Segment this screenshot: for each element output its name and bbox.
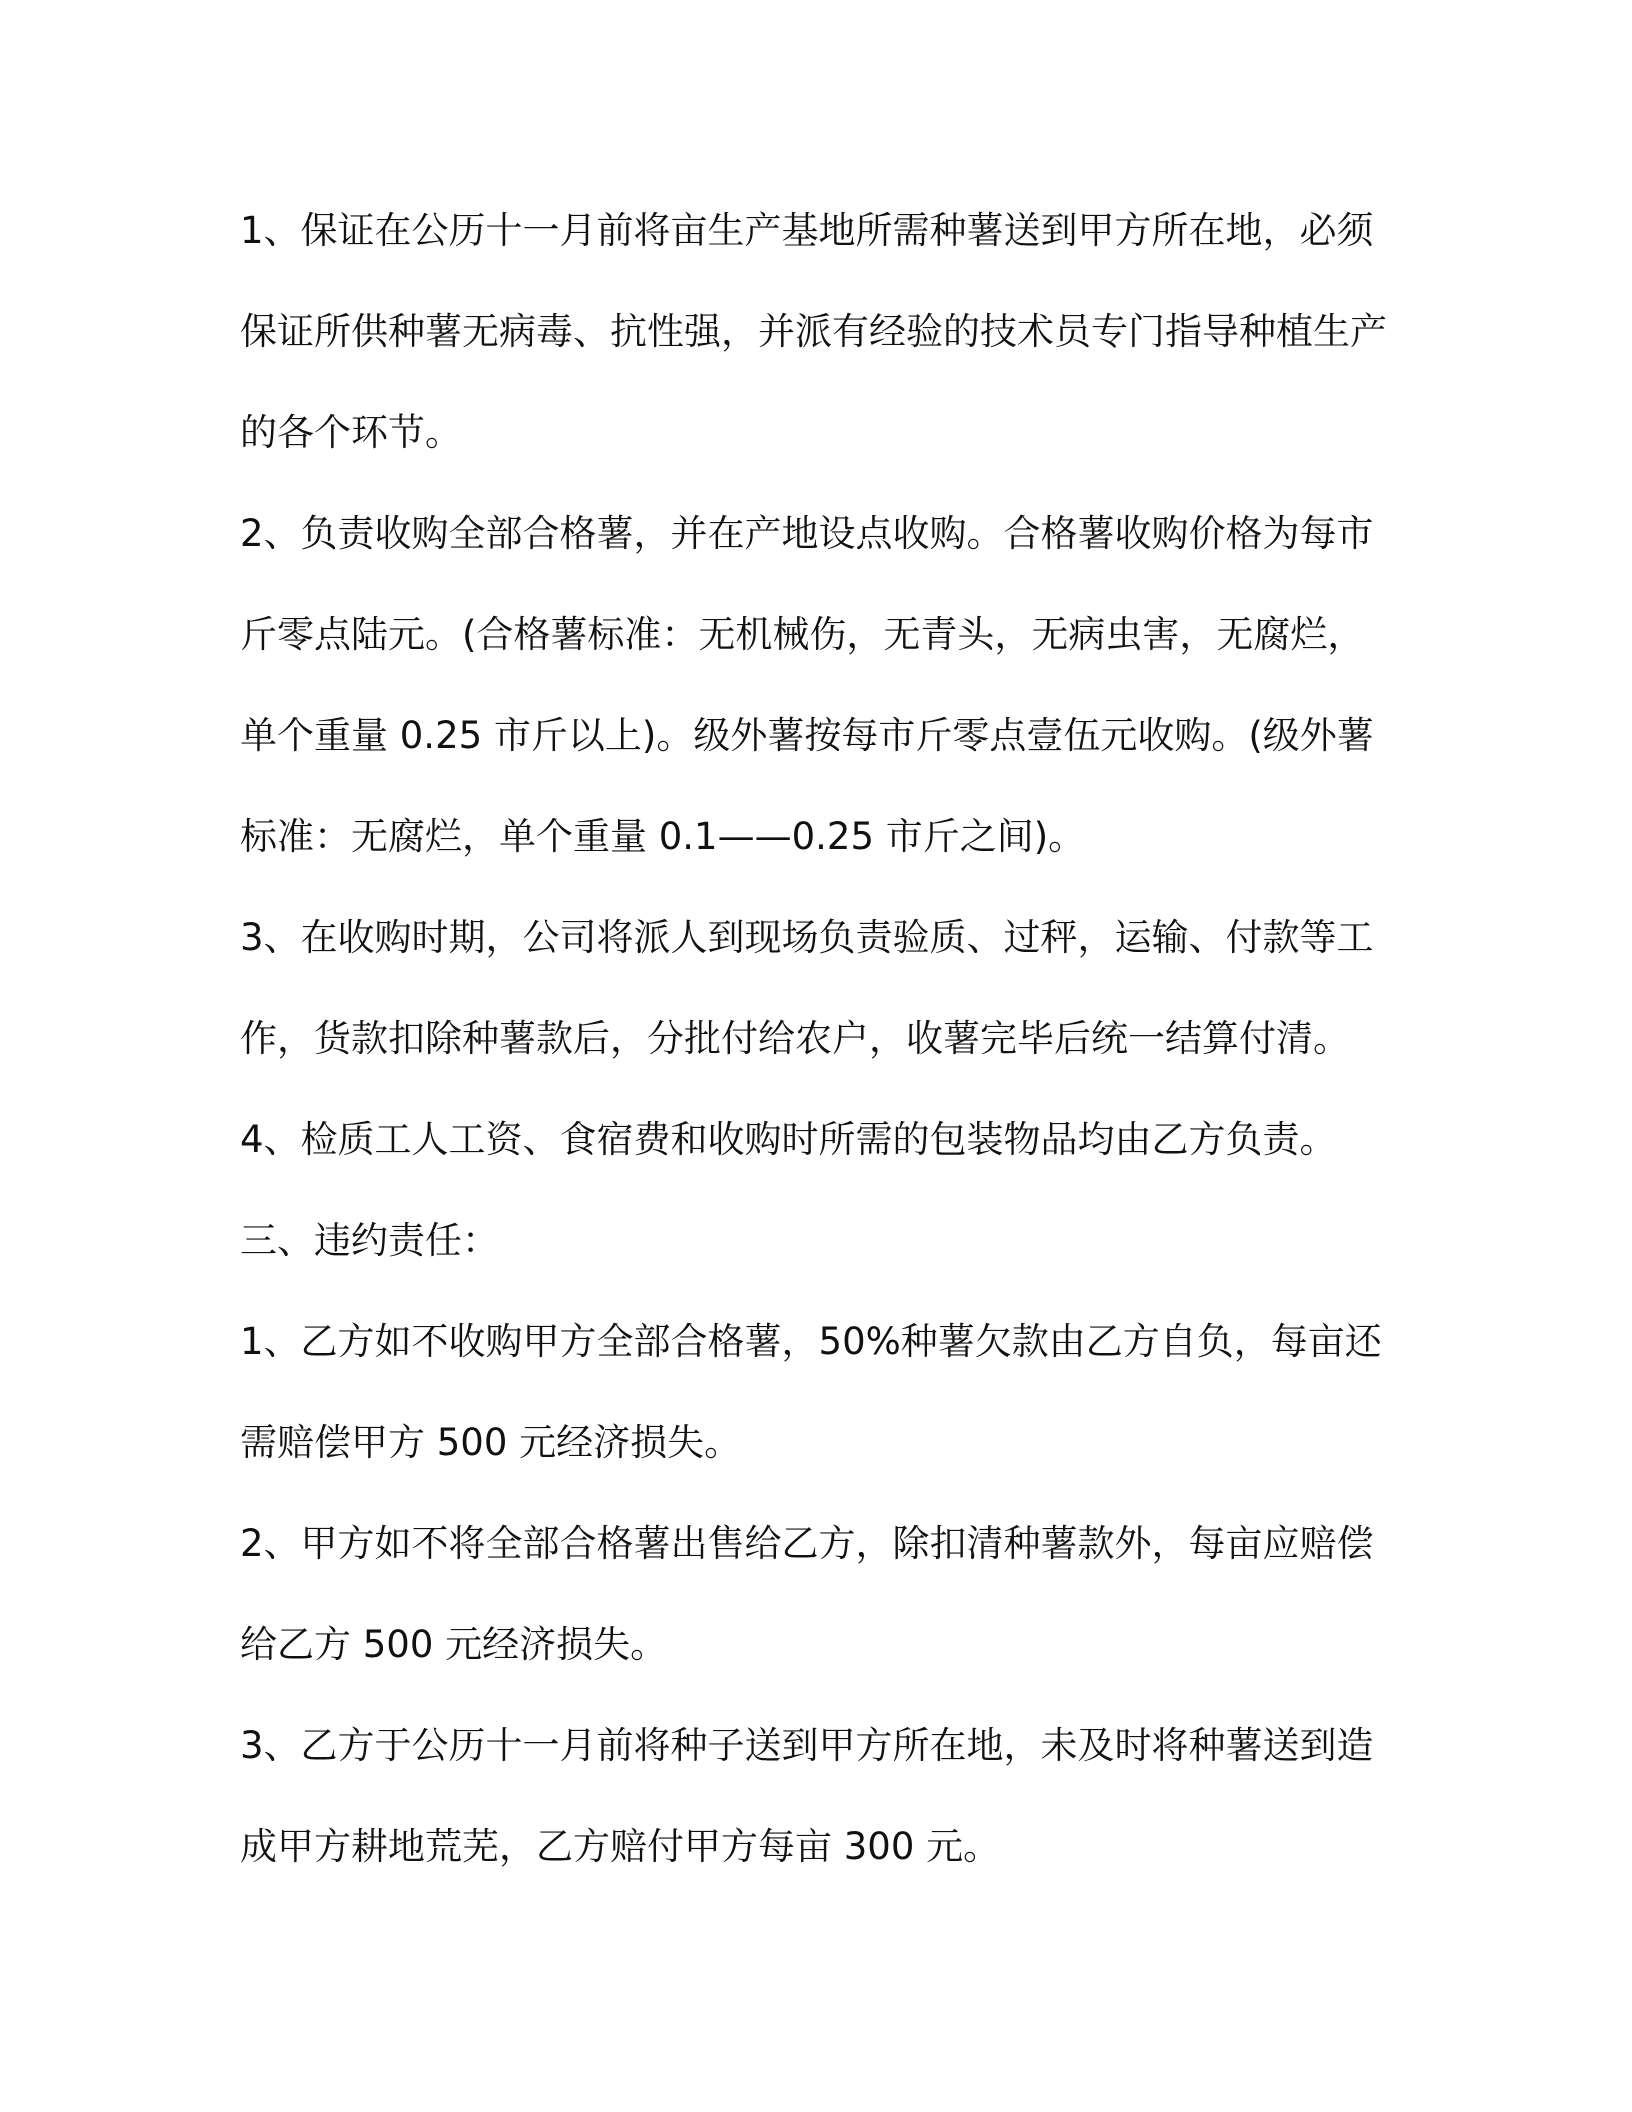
document-body — [240, 180, 1392, 1897]
section-heading-breach-liability: 三、违约责任： — [240, 1219, 499, 1262]
paragraph-inspection-costs: 4、检质工人工资、食宿费和收购时所需的包装物品均由乙方负责。 — [240, 1118, 1337, 1161]
paragraph-breach-party-a-sale: 2、甲方如不将全部合格薯出售给乙方，除扣清种薯款外，每亩应赔偿给乙方 500 元经济损失。 — [240, 1522, 1374, 1666]
paragraph-purchase-period: 3、在收购时期，公司将派人到现场负责验质、过秤，运输、付款等工作，货款扣除种薯款后，分批付给农户，收薯完毕后统一结算付清。 — [240, 916, 1374, 1060]
paragraph-breach-seed-delivery: 3、乙方于公历十一月前将种子送到甲方所在地，未及时将种薯送到造成甲方耕地荒芜，乙方赔付甲方每亩 300 元。 — [240, 1724, 1374, 1868]
paragraph-purchase-qualified-potatoes: 2、负责收购全部合格薯，并在产地设点收购。合格薯收购价格为每市斤零点陆元。(合格薯标准：无机械伤，无青头，无病虫害，无腐烂，单个重量 0.25 市斤以上)。级外薯按每市斤零点壹伍元收购。(级外薯标准：无腐烂，单个重量 0.1——0.25 市斤之间)。 — [240, 512, 1374, 858]
paragraph-supply-seed-potatoes: 1、保证在公历十一月前将亩生产基地所需种薯送到甲方所在地，必须保证所供种薯无病毒、抗性强，并派有经验的技术员专门指导种植生产的各个环节。 — [240, 209, 1387, 454]
paragraph-breach-party-b-purchase: 1、乙方如不收购甲方全部合格薯，50%种薯欠款由乙方自负，每亩还需赔偿甲方 500 元经济损失。 — [240, 1320, 1382, 1464]
